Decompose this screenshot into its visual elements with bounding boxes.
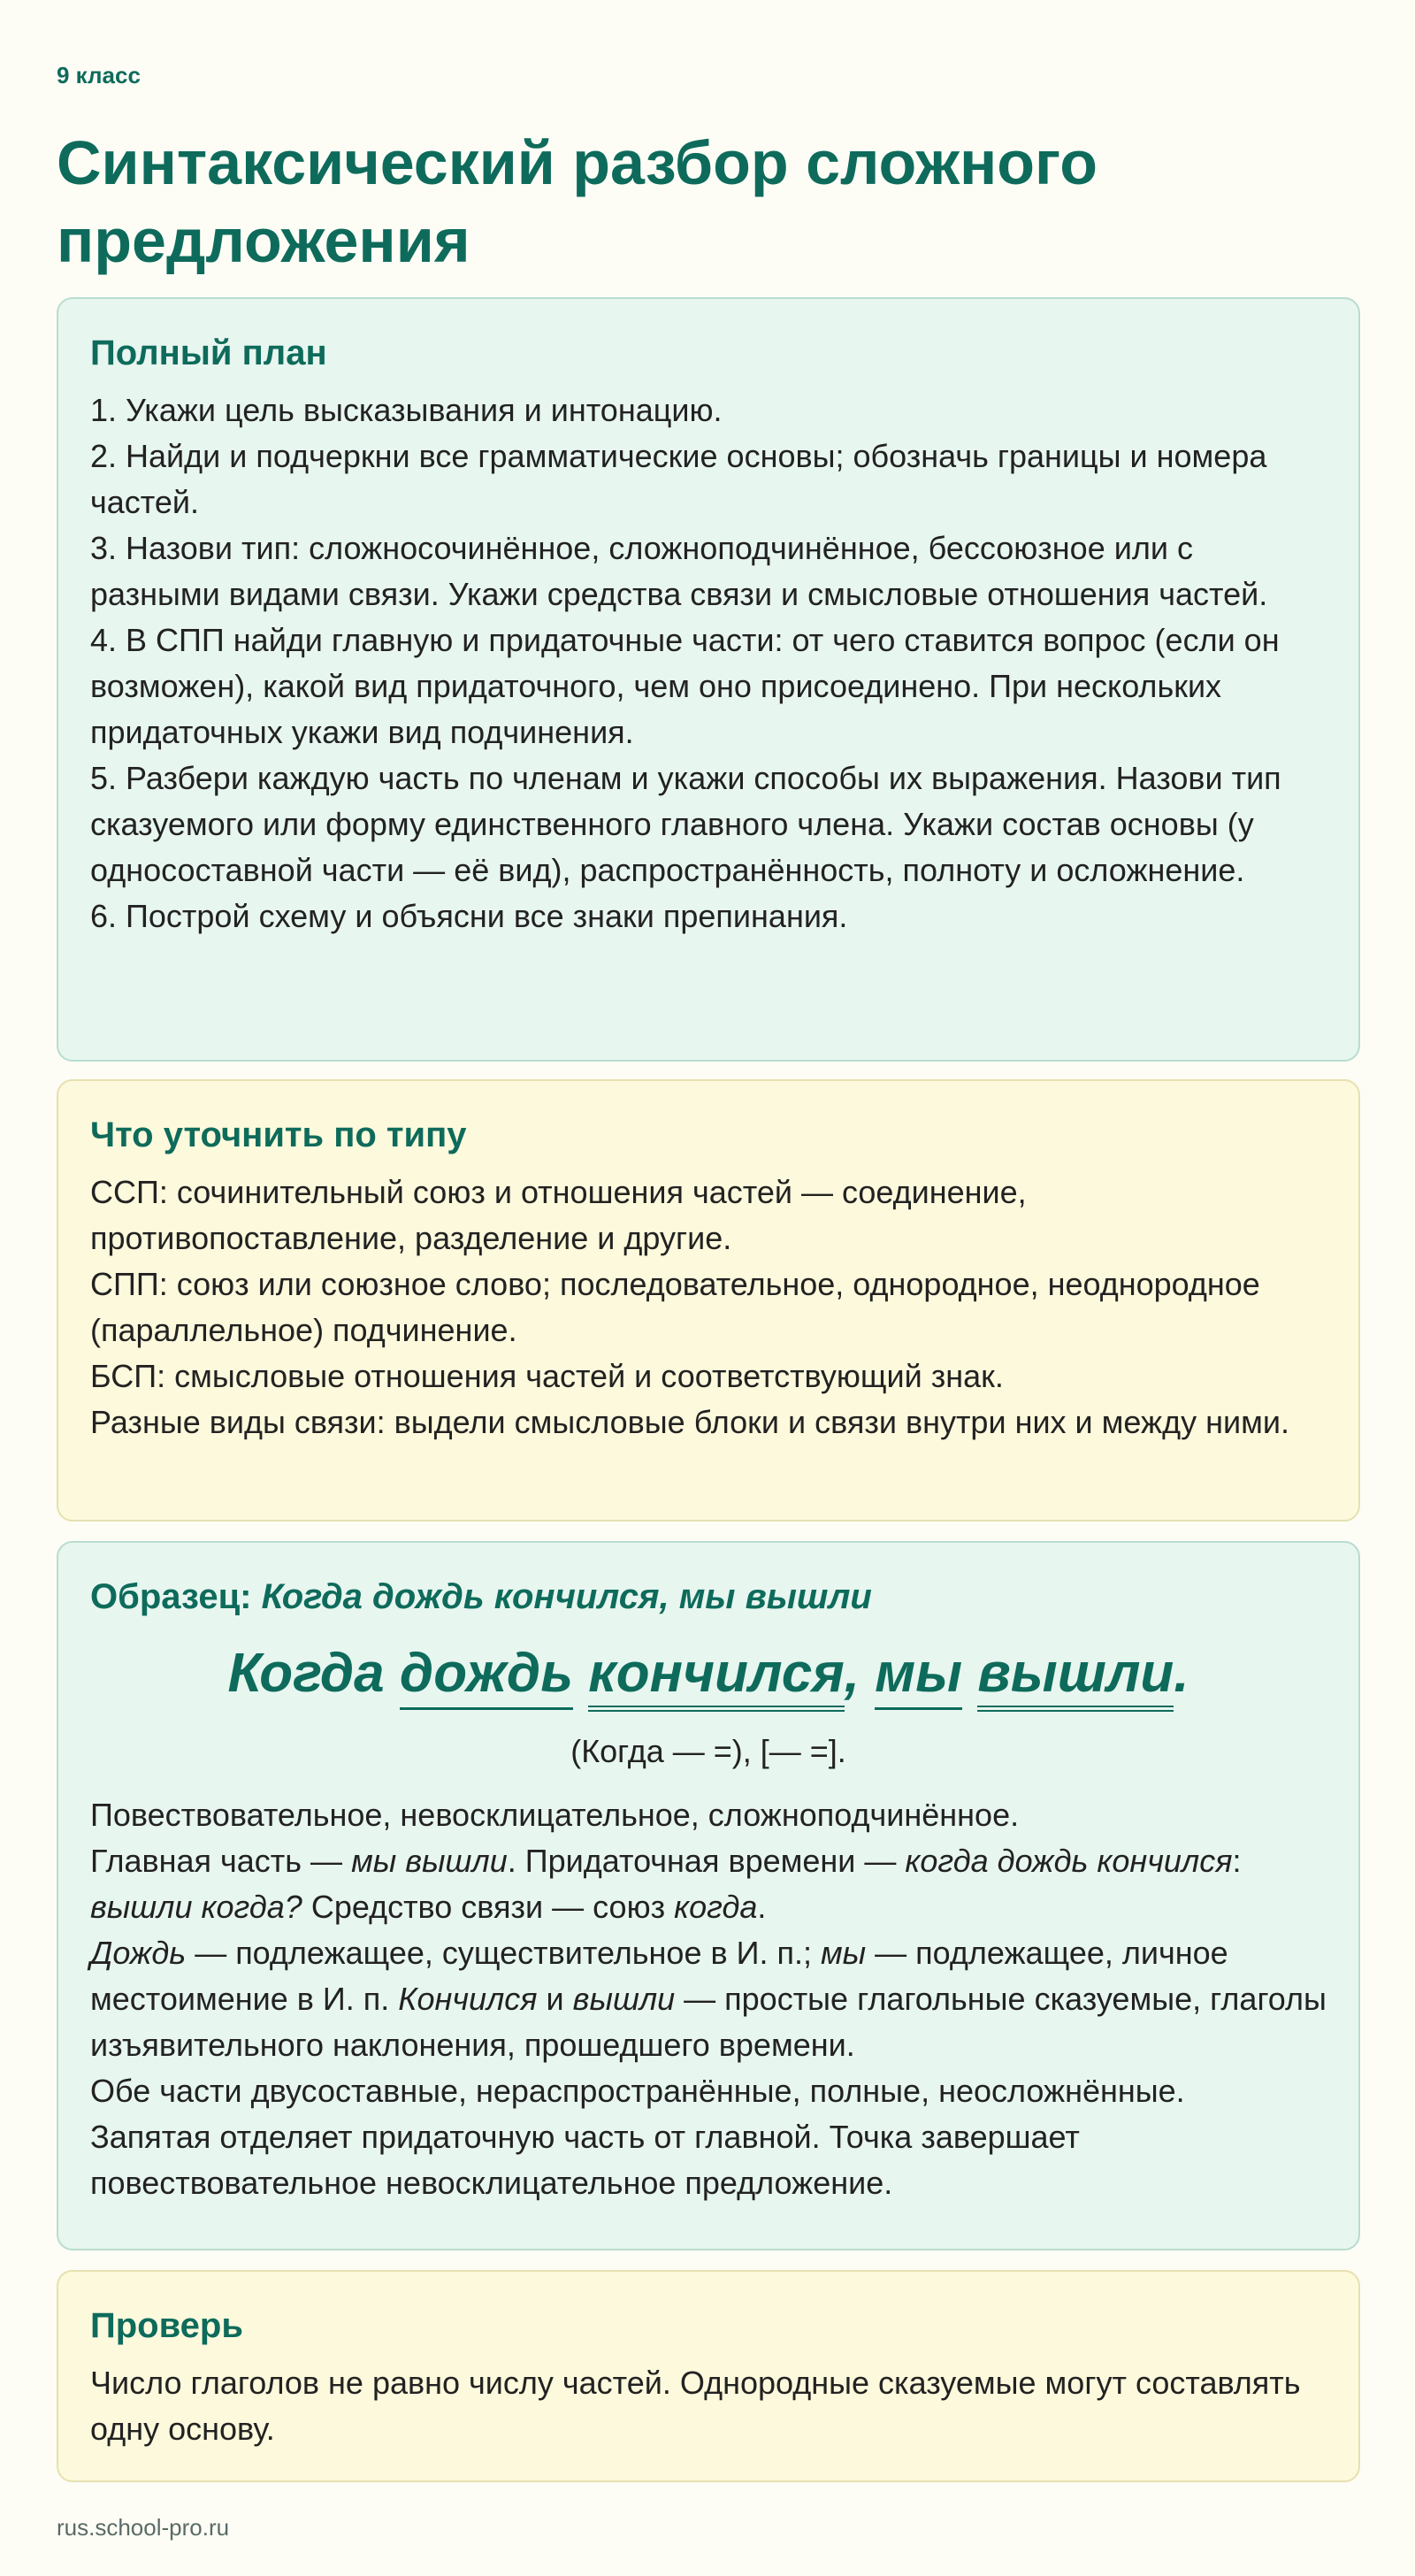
sample-line-parts — [90, 1838, 1327, 1930]
italic-segment: вышли — [572, 1981, 676, 2017]
sample-scheme: (Когда — =), [— =]. — [570, 1733, 846, 1769]
sample-line-composition: Обе части двусоставные, нераспространённые, полные, неосложнённые. — [90, 2073, 1185, 2109]
italic-segment: когда дождь кончился — [905, 1843, 1233, 1879]
italic-segment: вышли когда? — [90, 1889, 302, 1925]
sample-card — [57, 1541, 1360, 2250]
plan-item: 6. Построй схему и объясни все знаки препинания. — [90, 898, 848, 934]
type-note-item: СПП: союз или союзное слово; последовательное, однородное, неоднородное (параллельное) подчинение. — [90, 1266, 1260, 1348]
sample-period: . — [1174, 1643, 1189, 1704]
type-notes-heading: Что уточнить по типу — [90, 1116, 467, 1154]
type-note-item: ССП: сочинительный союз и отношения частей — соединение, противопоставление, разделение и другие. — [90, 1174, 1027, 1256]
site-footer: rus.school-pro.ru — [57, 2514, 230, 2541]
plan-item: 3. Назови тип: сложносочинённое, сложноподчинённое, бессоюзное или с разными видами связи. Укажи средства связи и смысловые отношения частей. — [90, 530, 1268, 612]
sample-word-predicate-2: вышли — [977, 1643, 1174, 1712]
italic-segment: когда — [674, 1889, 758, 1925]
plan-item: 5. Разбери каждую часть по членам и укажи способы их выражения. Назови тип сказуемого или форму единственного главного члена. Укажи состав основы (у односоставной части — её вид), распространённость, полноту и осложнение. — [90, 760, 1281, 888]
check-text: Число глаголов не равно числу частей. Однородные сказуемые могут составлять одну основу. — [90, 2365, 1301, 2447]
text-segment: — подлежащее, существительное в И. п.; — [186, 1935, 821, 1971]
italic-segment: Дождь — [90, 1935, 187, 1971]
plan-card — [57, 297, 1360, 1062]
plan-item: 1. Укажи цель высказывания и интонацию. — [90, 392, 723, 428]
sample-line-type: Повествовательное, невосклицательное, сложноподчинённое. — [90, 1797, 1020, 1833]
type-note-item: Разные виды связи: выдели смысловые блоки и связи внутри них и между ними. — [90, 1404, 1289, 1440]
sample-line-punctuation: Запятая отделяет придаточную часть от главной. Точка завершает повествовательное невосклицательное предложение. — [90, 2119, 1080, 2201]
check-card — [57, 2270, 1360, 2482]
type-note-item: БСП: смысловые отношения частей и соответствующий знак. — [90, 1358, 1004, 1394]
sample-heading-label: Образец: — [90, 1577, 252, 1616]
plan-item: 4. В СПП найди главную и придаточные части: от чего ставится вопрос (если он возможен), какой вид придаточного, чем оно присоединено. При нескольких придаточных укажи вид подчинения. — [90, 622, 1280, 750]
text-segment: Средство связи — союз — [302, 1889, 675, 1925]
text-segment: . Придаточная времени — — [507, 1843, 906, 1879]
text-segment: . — [757, 1889, 767, 1925]
italic-segment: мы — [820, 1935, 867, 1971]
sample-word-conjunction: Когда — [227, 1643, 385, 1704]
text-segment: и — [537, 1981, 573, 2017]
sample-heading-sentence: Когда дождь кончился, мы вышли — [261, 1577, 872, 1616]
italic-segment: Кончился — [398, 1981, 538, 2017]
grade-label: 9 класс — [57, 62, 141, 88]
page-title: Синтаксический разбор сложного предложения — [57, 128, 1098, 275]
text-segment: — подлежащее, личное местоимение в И. п. — [90, 1935, 1228, 2017]
plan-item: 2. Найди и подчеркни все грамматические основы; обозначь границы и номера частей. — [90, 438, 1267, 520]
plan-heading: Полный план — [90, 334, 327, 372]
text-segment: : — [1232, 1843, 1242, 1879]
sample-word-predicate-1: кончился — [588, 1643, 845, 1712]
sample-comma: , — [844, 1643, 860, 1704]
sample-word-subject-1: дождь — [400, 1643, 573, 1710]
italic-segment: мы вышли — [351, 1843, 508, 1879]
sample-sentence — [90, 1638, 1327, 1709]
sample-word-subject-2: мы — [875, 1643, 962, 1710]
sample-line-members — [90, 1930, 1327, 2068]
check-heading: Проверь — [90, 2306, 243, 2345]
sample-heading — [90, 1575, 1327, 1619]
text-segment: — простые глагольные сказуемые, глаголы изъявительного наклонения, прошедшего времени. — [90, 1981, 1327, 2063]
type-notes-card — [57, 1079, 1360, 1522]
text-segment: Главная часть — — [90, 1843, 352, 1879]
